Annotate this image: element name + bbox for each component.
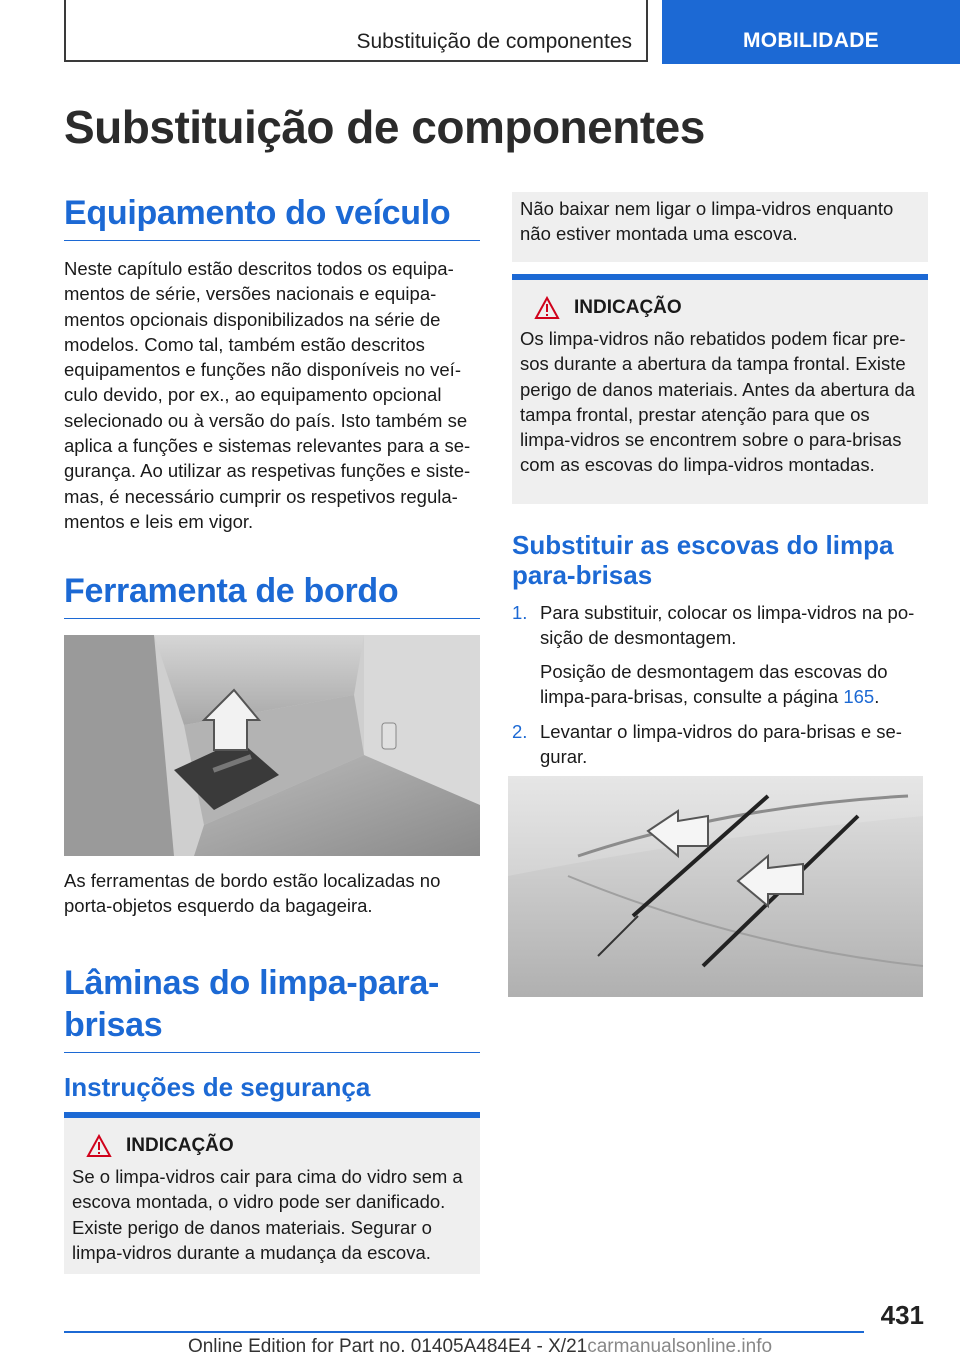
page-number: 431: [880, 1300, 924, 1330]
heading-laminas: Lâminas do limpa-para-brisas: [64, 962, 480, 1053]
note-continuation: [512, 192, 928, 262]
step-subtext-body: Posição de desmontagem das escovas do limpa-para-brisas, consulte a página: [540, 660, 888, 707]
heading-equipamento: Equipamento do veículo: [64, 192, 480, 241]
equipamento-text: Neste capítulo estão descritos todos os equipa-mentos de série, versões nacionais e equipa-mentos opcionais disponibilizados na série de modelos. Como tal, também estão descritos equipamentos e funções não disponíveis no veí-culo devido, por ex., ao equipamento opcional selecionado ou à versão do país. Isto também se aplica a funções e sistemas relevantes para a se-gurança. Ao utilizar as respetivas funções e siste-mas, é necessário cumprir os respetivos regula-mentos e leis em vigor.: [64, 258, 471, 532]
step-subtext: [540, 659, 928, 710]
footer: [0, 1336, 960, 1358]
heading-seguranca: Instruções de segurança: [64, 1072, 371, 1102]
note-indicacao-2: [512, 274, 928, 504]
note-text: Os limpa-vidros não rebatidos podem ficar pre-sos durante a abertura da tampa frontal. Existe perigo de danos materiais. Antes da abertura da tampa frontal, prestar atenção para que os limpa-vidros se encontrem sobre o para-brisas com as escovas do limpa-vidros montadas.: [520, 328, 915, 476]
step-number: 1.: [512, 602, 528, 623]
step-item: [512, 600, 928, 709]
trunk-tools-photo: [64, 635, 480, 856]
note-text: Se o limpa-vidros cair para cima do vidro sem a escova montada, o vidro pode ser danificado. Existe perigo de danos materiais. Segurar o limpa-vidros durante a mudança da escova.: [72, 1166, 463, 1263]
page-ref-link[interactable]: 165: [843, 685, 875, 707]
header-section-box: [64, 0, 648, 62]
warning-icon: [86, 1134, 112, 1158]
note-indicacao-1: [64, 1112, 480, 1274]
step-number: 2.: [512, 721, 528, 743]
footer-rule: [64, 1331, 864, 1333]
step-subtext-end: .: [874, 685, 880, 707]
footer-edition: Online Edition for Part no. 01405A484E4 - X/21: [187, 1336, 588, 1357]
ferramenta-text: As ferramentas de bordo estão localizadas no porta-objetos esquerdo da bagageira.: [64, 870, 441, 917]
footer-watermark: carmanualsonline.info: [587, 1336, 773, 1357]
header-section-title: Substituição de componentes: [356, 30, 632, 53]
note-label: INDICAÇÃO: [126, 1135, 234, 1156]
step-text: Para substituir, colocar os limpa-vidros na po-sição de desmontagem.: [540, 602, 915, 649]
heading-ferramenta: Ferramenta de bordo: [64, 570, 480, 619]
step-text: Levantar o limpa-vidros do para-brisas e se-gurar.: [540, 721, 902, 768]
note-label: INDICAÇÃO: [574, 297, 682, 318]
warning-icon: [534, 296, 560, 320]
note-text: Não baixar nem ligar o limpa-vidros enquanto não estiver montada uma escova.: [520, 198, 894, 245]
wiper-photo: [508, 776, 923, 997]
heading-substituir-escovas: Substituir as escovas do limpa para-brisas: [512, 530, 894, 590]
steps-list: [512, 600, 928, 770]
chapter-tab[interactable]: MOBILIDADE: [662, 0, 960, 64]
step-item: [512, 719, 928, 770]
page-title: Substituição de componentes: [64, 101, 705, 153]
